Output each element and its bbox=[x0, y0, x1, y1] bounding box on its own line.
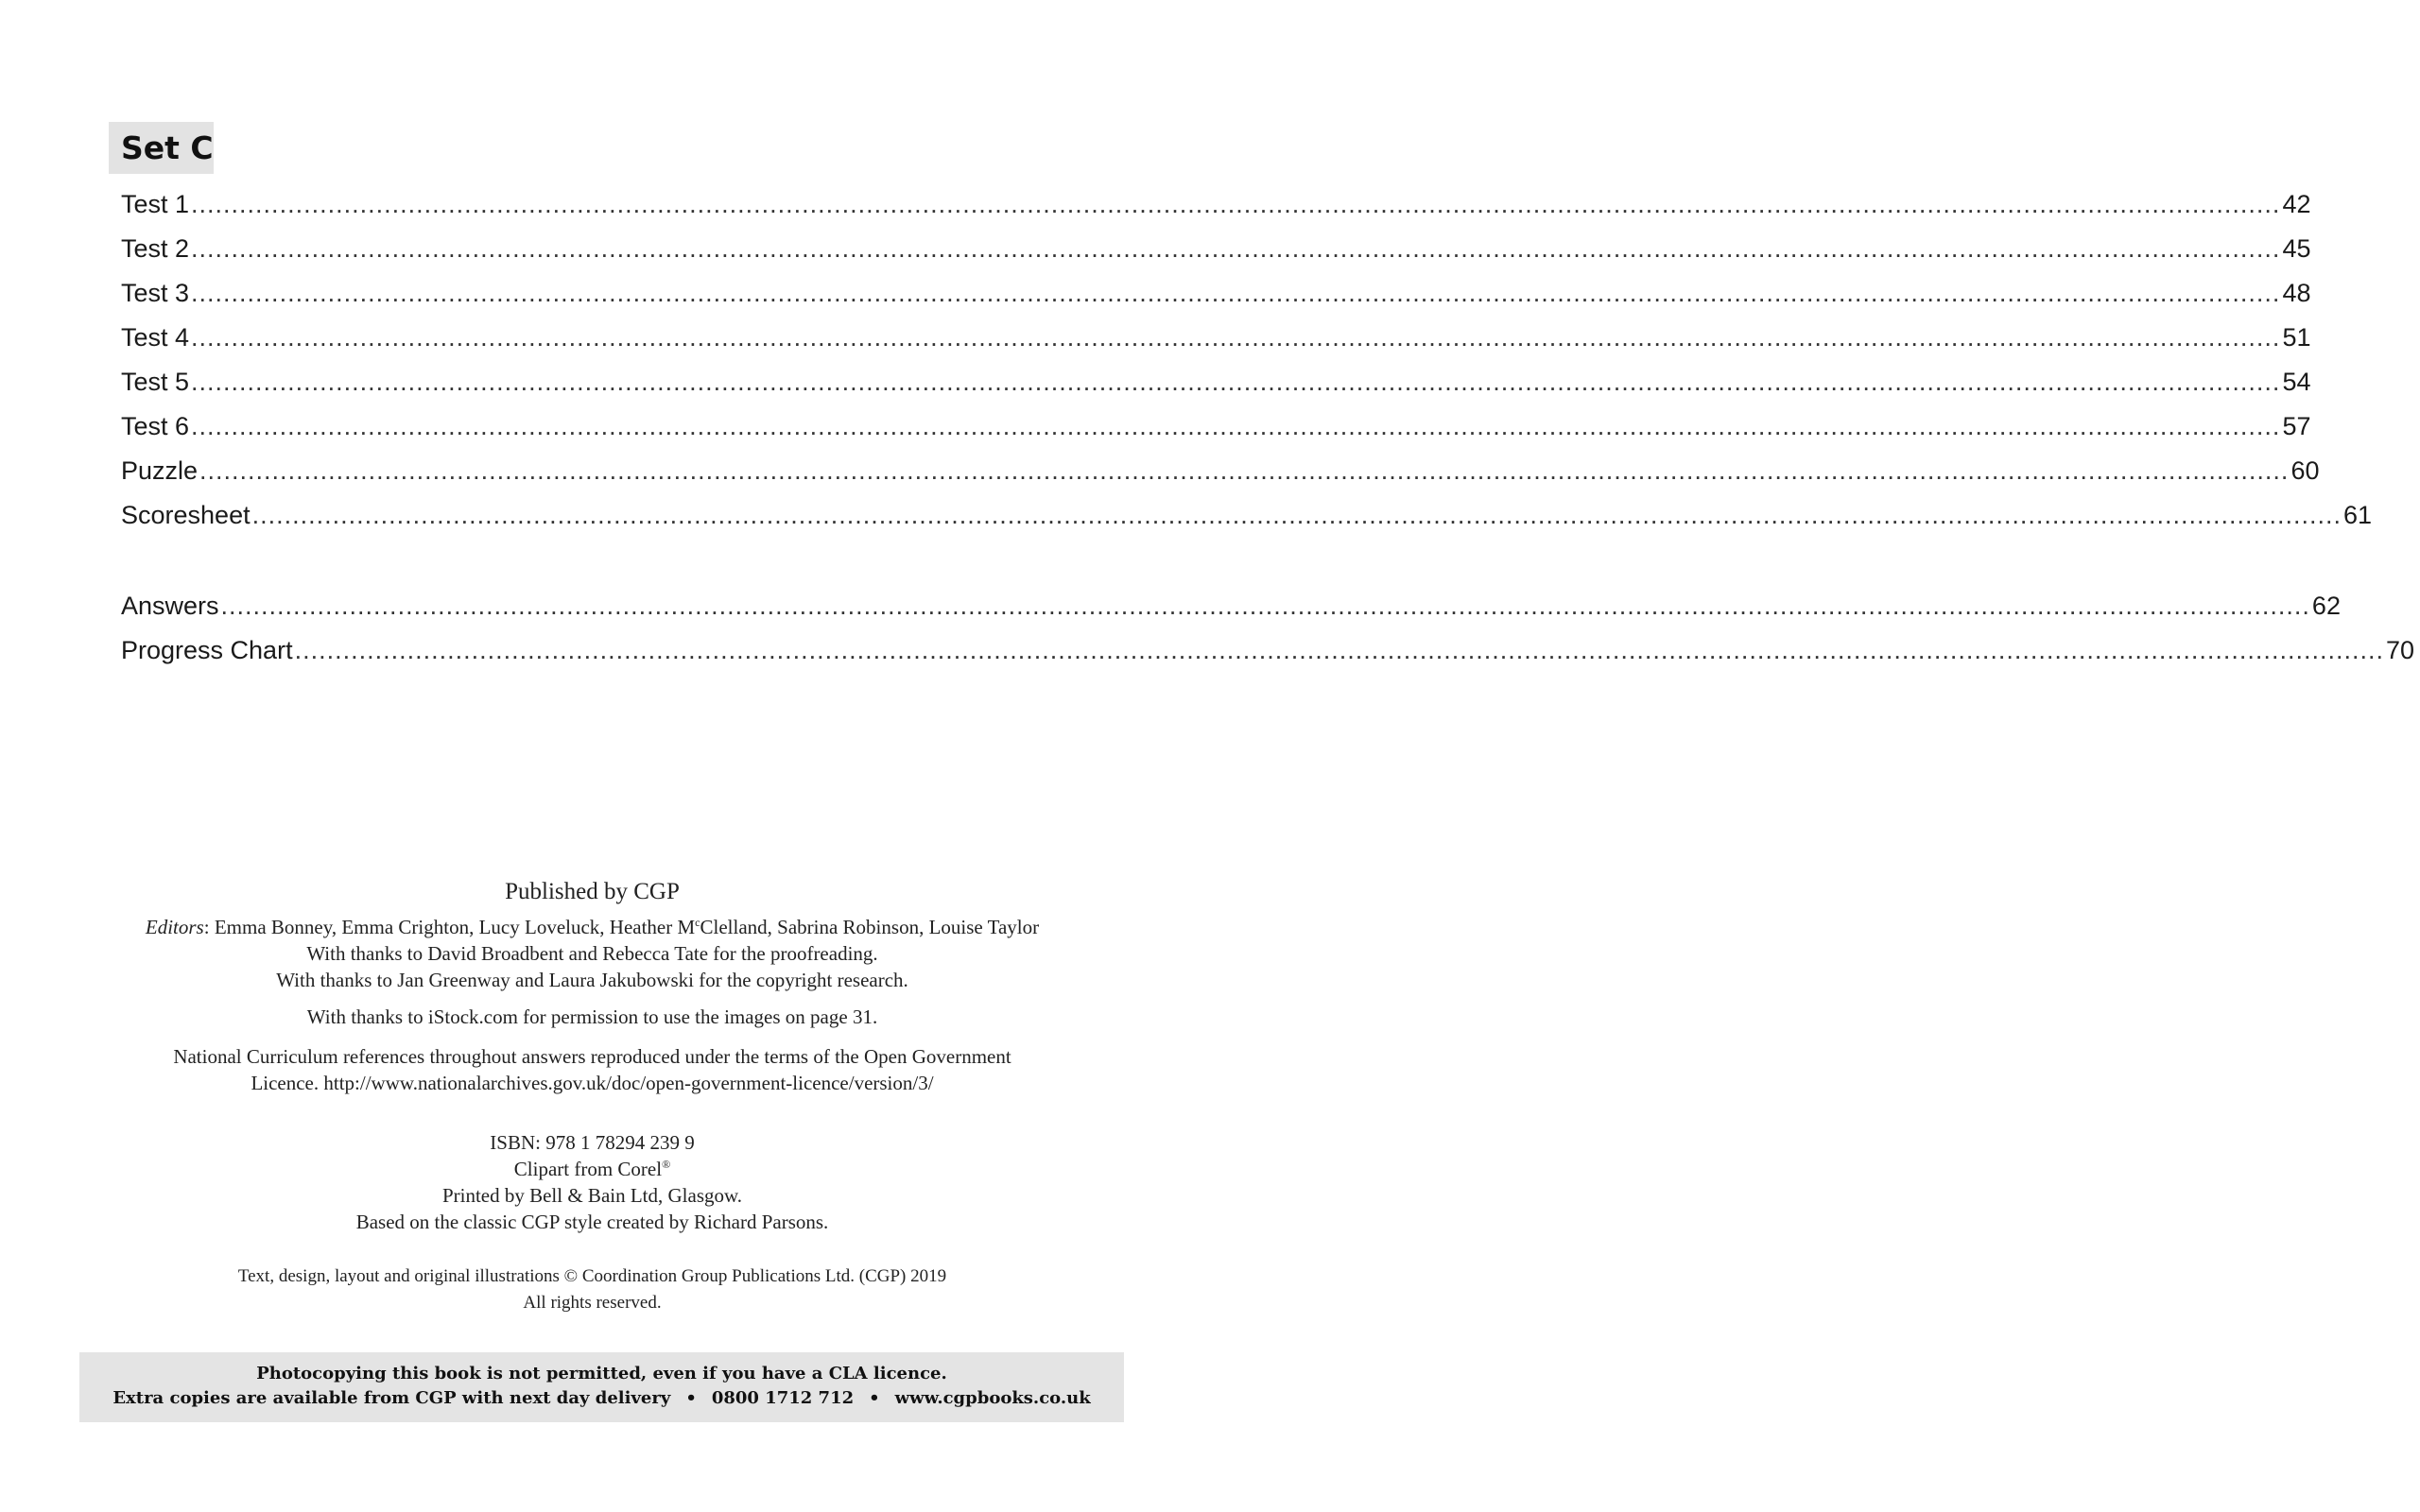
toc-entry[interactable] bbox=[121, 359, 2311, 397]
toc-page-number: 54 bbox=[2282, 368, 2311, 396]
rights-reserved: All rights reserved. bbox=[523, 1293, 662, 1313]
registered-mark: ® bbox=[662, 1158, 671, 1171]
toc-page-number: 42 bbox=[2282, 190, 2311, 218]
toc-label: Test 2 bbox=[121, 234, 190, 263]
editors-block bbox=[95, 914, 1090, 993]
photocopy-notice: Photocopying this book is not permitted, even if you have a CLA licence. bbox=[256, 1364, 947, 1383]
clipart-credit bbox=[95, 1156, 1090, 1182]
toc-leader-dots: .................................................................................................................................................................................................................................................................... bbox=[199, 456, 2290, 485]
toc-label: Test 4 bbox=[121, 323, 190, 352]
toc-label: Test 5 bbox=[121, 368, 190, 396]
toc-label: Test 6 bbox=[121, 412, 190, 440]
toc-page-number: 57 bbox=[2282, 412, 2311, 440]
toc-leader-dots: .................................................................................................................................................................................................................................................................... bbox=[191, 323, 2281, 352]
toc-label: Test 3 bbox=[121, 279, 190, 307]
printer-credit: Printed by Bell & Bain Ltd, Glasgow. bbox=[441, 1184, 743, 1207]
publication-info bbox=[95, 1129, 1090, 1235]
toc-page-number: 61 bbox=[2342, 501, 2373, 529]
toc-label: Puzzle bbox=[121, 456, 199, 485]
toc-page-number: 60 bbox=[2290, 456, 2320, 485]
toc-entry[interactable] bbox=[121, 404, 2311, 441]
toc-entry[interactable] bbox=[121, 315, 2311, 352]
copyright-research-thanks: With thanks to Jan Greenway and Laura Jakubowski for the copyright research. bbox=[276, 969, 908, 991]
editors-line bbox=[95, 914, 1090, 940]
copyright-line: Text, design, layout and original illustrations © Coordination Group Publications Ltd. (CGP) 2019 bbox=[237, 1266, 947, 1286]
editors-superscript: c bbox=[695, 916, 700, 929]
toc-entry[interactable] bbox=[121, 270, 2311, 308]
toc-page-number: 51 bbox=[2282, 323, 2311, 352]
set-heading: Set C bbox=[109, 122, 214, 174]
istock-thanks: With thanks to iStock.com for permission to use the images on page 31. bbox=[306, 1005, 878, 1028]
extra-copies-text: Extra copies are available from CGP with next day delivery bbox=[112, 1388, 671, 1408]
toc-leader-dots: .................................................................................................................................................................................................................................................................... bbox=[191, 190, 2281, 218]
website-link[interactable]: www.cgpbooks.co.uk bbox=[894, 1388, 1091, 1408]
editors-names-rest: Clelland, Sabrina Robinson, Louise Taylor bbox=[700, 916, 1040, 938]
editors-names: : Emma Bonney, Emma Crighton, Lucy Loveluck, Heather M bbox=[203, 916, 696, 938]
toc-page-number: 45 bbox=[2282, 234, 2311, 263]
published-by-text: Published by CGP bbox=[505, 879, 680, 904]
toc-entry[interactable] bbox=[121, 492, 2373, 530]
toc-entry[interactable] bbox=[121, 448, 2320, 486]
toc-leader-dots: .................................................................................................................................................................................................................................................................... bbox=[220, 592, 2310, 620]
toc-leader-dots: .................................................................................................................................................................................................................................................................... bbox=[191, 368, 2281, 396]
toc-entry[interactable] bbox=[121, 226, 2311, 264]
toc-label: Scoresheet bbox=[121, 501, 251, 529]
toc-entry[interactable] bbox=[121, 627, 2415, 665]
toc-label: Test 1 bbox=[121, 190, 190, 218]
toc-page-number: 62 bbox=[2311, 592, 2341, 620]
copyright-block bbox=[95, 1263, 1090, 1316]
toc-leader-dots: .................................................................................................................................................................................................................................................................... bbox=[294, 636, 2384, 664]
toc-page-number: 70 bbox=[2385, 636, 2415, 664]
toc-leader-dots: .................................................................................................................................................................................................................................................................... bbox=[191, 412, 2281, 440]
toc-entry[interactable] bbox=[121, 583, 2341, 621]
toc-leader-dots: .................................................................................................................................................................................................................................................................... bbox=[191, 234, 2281, 263]
editors-label: Editors bbox=[145, 916, 204, 938]
style-credit: Based on the classic CGP style created by Richard Parsons. bbox=[355, 1211, 829, 1233]
extra-copies-line bbox=[79, 1386, 1124, 1411]
istock-thanks-block bbox=[95, 1005, 1090, 1029]
nc-line-2: Licence. http://www.nationalarchives.gov.uk/doc/open-government-licence/version/3/ bbox=[251, 1072, 934, 1094]
clipart-text: Clipart from Corel bbox=[513, 1158, 663, 1180]
isbn: ISBN: 978 1 78294 239 9 bbox=[490, 1131, 695, 1154]
phone-number: 0800 1712 712 bbox=[711, 1388, 855, 1408]
toc-entry[interactable] bbox=[121, 181, 2311, 219]
toc-label: Answers bbox=[121, 592, 219, 620]
bullet-separator: • bbox=[685, 1388, 697, 1408]
toc-leader-dots: .................................................................................................................................................................................................................................................................... bbox=[251, 501, 2342, 529]
bullet-separator: • bbox=[869, 1388, 880, 1408]
footer-notice-bar bbox=[79, 1352, 1124, 1422]
published-by bbox=[95, 879, 1090, 905]
national-curriculum-block bbox=[95, 1043, 1090, 1096]
proofreading-thanks: With thanks to David Broadbent and Rebecca Tate for the proofreading. bbox=[306, 942, 878, 965]
toc-page-number: 48 bbox=[2282, 279, 2311, 307]
nc-line-1: National Curriculum references throughout answers reproduced under the terms of the Open Government bbox=[173, 1045, 1011, 1068]
toc-label: Progress Chart bbox=[121, 636, 293, 664]
toc-leader-dots: .................................................................................................................................................................................................................................................................... bbox=[191, 279, 2281, 307]
